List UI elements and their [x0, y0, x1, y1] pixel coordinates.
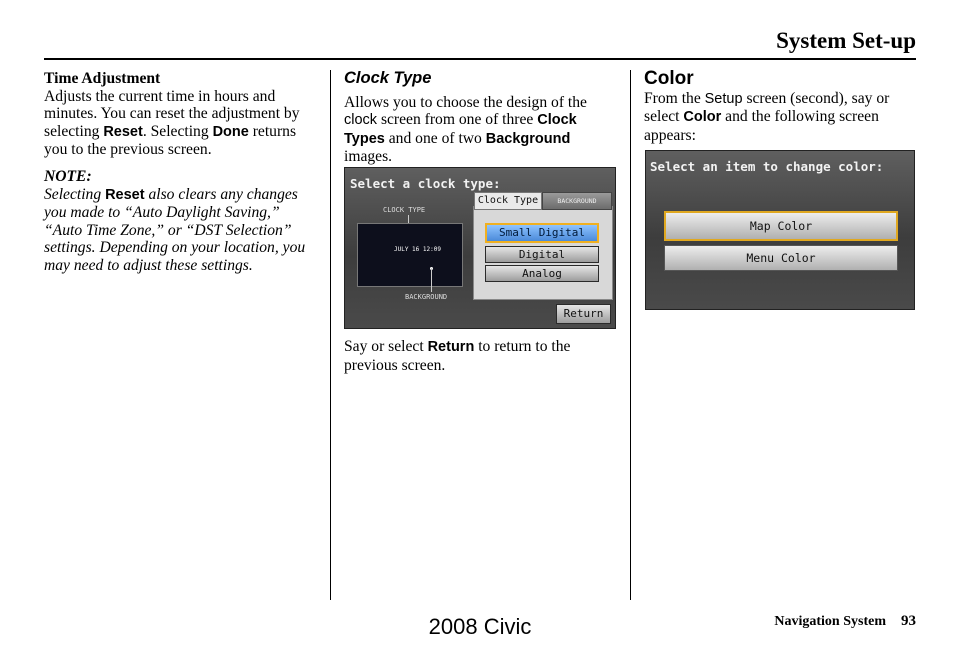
option-small-digital[interactable]: Small Digital [485, 223, 599, 243]
header-rule [44, 58, 916, 60]
return-button[interactable]: Return [556, 304, 611, 324]
column-time-adjustment [44, 70, 316, 275]
option-analog[interactable]: Analog [485, 265, 599, 282]
option-digital[interactable]: Digital [485, 246, 599, 263]
term-color: Color [683, 109, 722, 126]
text-run: screen (second), say or select [644, 89, 890, 126]
section-heading-color: Color [644, 68, 694, 89]
background-callout: BACKGROUND [405, 293, 448, 301]
page-number: 93 [901, 613, 916, 629]
text-run: returns you to the previous screen. [44, 122, 297, 159]
note-heading: NOTE: [44, 167, 92, 185]
map-color-button[interactable]: Map Color [664, 211, 898, 241]
footer-section-name: Navigation System [774, 614, 886, 629]
clock-type-screen [344, 167, 616, 329]
column-clock-type [344, 70, 616, 166]
note-paragraph [44, 186, 316, 275]
color-paragraph [644, 90, 916, 145]
text-run: Selecting [44, 185, 106, 203]
clock-type-paragraph [344, 94, 616, 166]
section-heading-clock-type: Clock Type [344, 69, 432, 87]
text-run: Say or select [344, 338, 428, 355]
watermark-text: 2008 Civic [428, 614, 532, 639]
preview-time: JULY 16 12:09 [394, 246, 441, 253]
text-run: also clears any changes you made to “Auto Daylight Saving,” “Auto Time Zone,” or “DST Selection” settings. Depending on your location, you may need to adjust these settings. [44, 185, 306, 274]
screen-title: Select an item to change color: [650, 159, 884, 174]
page-header-title: System Set-up [776, 28, 916, 53]
term-reset: Reset [105, 186, 145, 203]
term-done: Done [212, 123, 249, 140]
text-run: images. [344, 148, 393, 166]
text-run: Allows you to choose the design of the [344, 93, 587, 111]
text-run: screen from one of three [377, 111, 538, 129]
column-divider-1 [330, 70, 331, 600]
tab-background[interactable]: BACKGROUND [542, 192, 612, 210]
column-color [644, 70, 916, 144]
return-paragraph [344, 338, 616, 374]
term-background: Background [485, 130, 571, 147]
column-divider-2 [630, 70, 631, 600]
text-run: and one of two [384, 129, 486, 147]
term-clock-types: Clock Types [344, 112, 577, 147]
return-instructions [344, 338, 616, 374]
callout-line [431, 268, 432, 292]
clock-preview [357, 223, 463, 287]
text-run: . Selecting [142, 122, 213, 140]
time-adjustment-paragraph [44, 88, 316, 159]
color-screen [645, 150, 915, 310]
section-heading-time-adjustment: Time Adjustment [44, 70, 161, 87]
text-run: From the [644, 89, 705, 107]
clock-type-callout: CLOCK TYPE [383, 206, 426, 214]
term-clock: clock [344, 112, 378, 129]
menu-color-button[interactable]: Menu Color [664, 245, 898, 271]
term-return: Return [427, 339, 475, 355]
term-reset: Reset [103, 123, 143, 140]
term-setup: Setup [704, 90, 743, 107]
tab-clock-type[interactable]: Clock Type [474, 192, 542, 210]
text-run: to return to the previous screen. [344, 338, 571, 374]
text-run: and the following screen appears: [644, 108, 879, 144]
screen-title: Select a clock type: [350, 176, 501, 191]
text-run: Adjusts the current time in hours and minutes. You can reset the adjustment by selecting [44, 87, 300, 140]
